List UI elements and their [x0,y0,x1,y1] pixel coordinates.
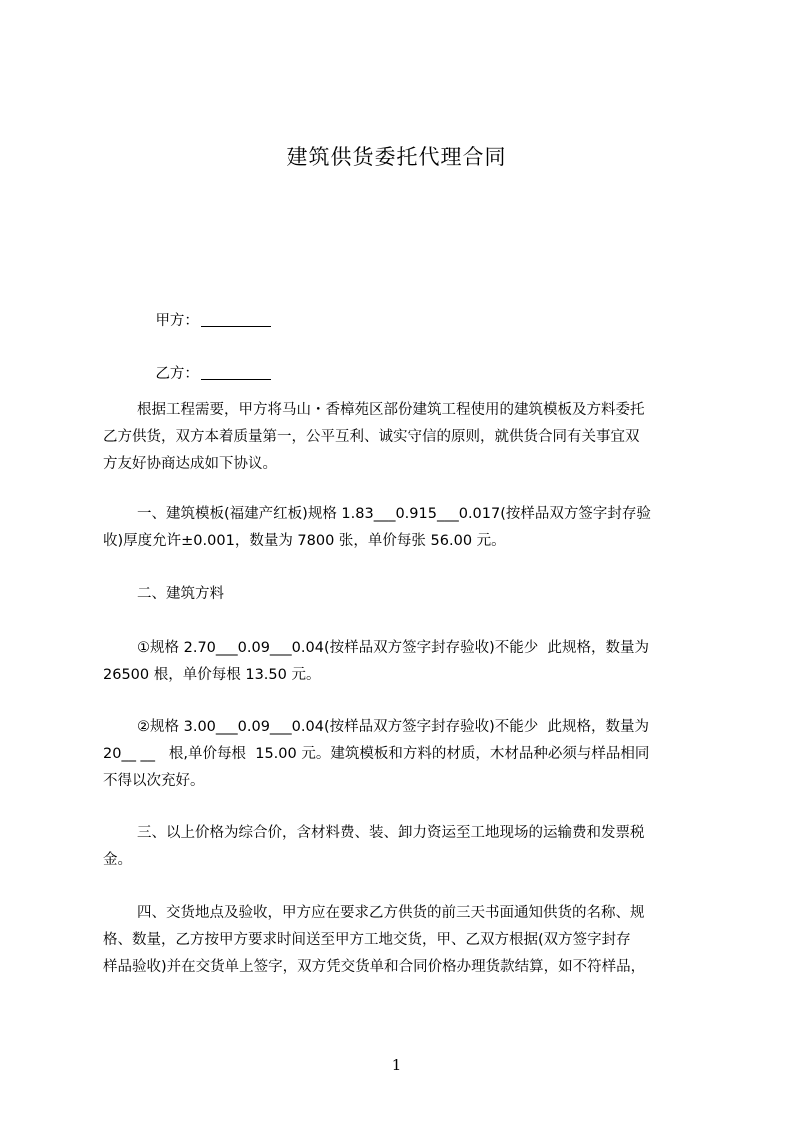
party-a-label: 甲方： [155,313,199,329]
clause2-heading: 二、建筑方料 [137,586,224,602]
clause1-line-1: 一、建筑模板(福建产红板)规格 1.83___0.915___0.017(按样品双方签字封存验 [137,506,651,522]
intro-line-3: 方友好协商达成如下协议。 [103,456,277,472]
party-b-label: 乙方： [155,366,199,382]
clause1-line-2: 收)厚度允许±0.001，数量为 7800 张，单价每张 56.00 元。 [103,533,506,549]
intro-line-2: 乙方供货，双方本着质量第一，公平互利、诚实守信的原则，就供货合同有关事宜双 [103,429,640,445]
clause2-item2-line-2: 20__ __ 根,单价每根 15.00 元。建筑模板和方料的材质，木材品种必须与样品相同 [103,746,650,762]
party-b-blank [201,365,271,380]
document-title: 建筑供货委托代理合同 [286,145,507,169]
clause2-item2-line-3: 不得以次充好。 [103,773,205,789]
clause3-line-1: 三、以上价格为综合价，含材料费、装、卸力资运至工地现场的运输费和发票税 [137,825,645,841]
party-b-line [137,344,271,404]
page-number: 1 [391,1056,402,1074]
clause4-line-1: 四、交货地点及验收，甲方应在要求乙方供货的前三天书面通知供货的名称、规 [137,905,645,921]
party-a-line [137,291,271,351]
clause2-item2-line-1: ②规格 3.00___0.09___0.04(按样品双方签字封存验收)不能少 此规格，数量为 [137,719,649,735]
clause2-item1-line-2: 26500 根，单价每根 13.50 元。 [103,667,321,683]
clause4-line-3: 样品验收)并在交货单上签字，双方凭交货单和合同价格办理货款结算，如不符样品， [103,959,646,975]
party-a-blank [201,312,271,327]
intro-line-1: 根据工程需要，甲方将马山・香樟苑区部份建筑工程使用的建筑模板及方料委托 [137,402,645,418]
clause3-line-2: 金。 [103,852,132,868]
clause2-item1-line-1: ①规格 2.70___0.09___0.04(按样品双方签字封存验收)不能少 此规格，数量为 [137,640,649,656]
clause4-line-2: 格、数量，乙方按甲方要求时间送至甲方工地交货，甲、乙双方根据(双方签字封存 [103,932,631,948]
